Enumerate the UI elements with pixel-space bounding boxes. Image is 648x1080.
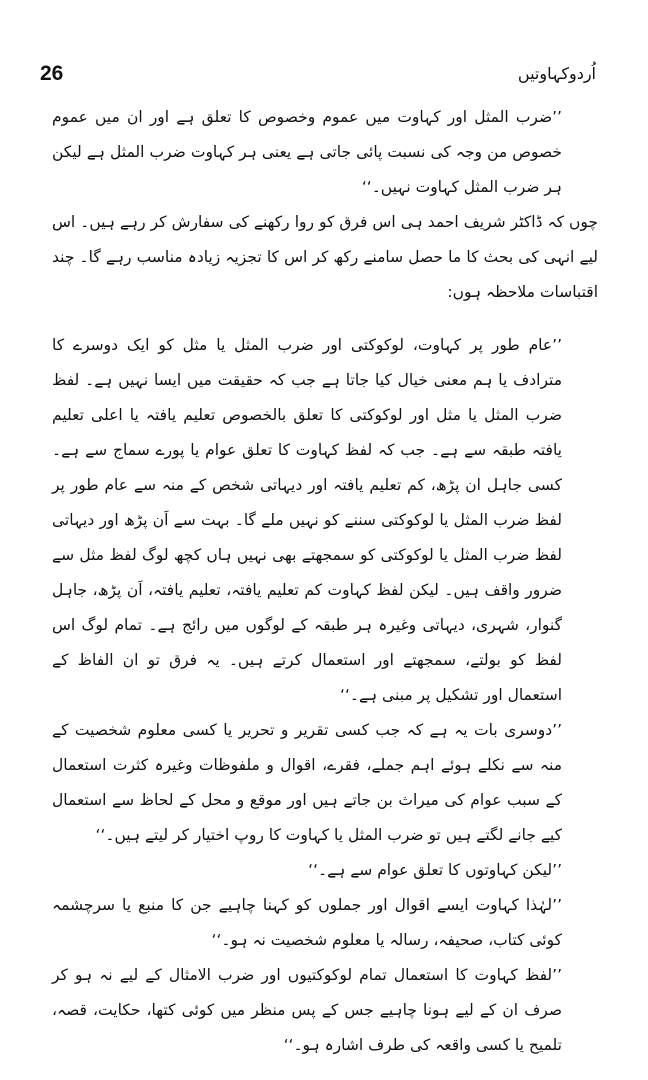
quote-paragraph-1: ’’ضرب المثل اور کہاوت میں عموم وخصوص کا تعلق ہے اور ان میں عموم خصوص من وجہ کی نسبت پائی جاتی ہے یعنی ہر کہاوت ضرب المثل ہے لیکن ہر ضرب المثل کہاوت نہیں۔‘‘ [52, 108, 562, 196]
page-number: 26 [40, 62, 64, 85]
running-title: اُردوکہاوتیں [517, 64, 596, 83]
quote-paragraph-4: ’’لیکن کہاوتوں کا تعلق عوام سے ہے۔‘‘ [308, 861, 562, 879]
paragraph-gap [52, 310, 598, 328]
body-text [52, 100, 598, 1063]
quote-paragraph-6: ’’لفظ کہاوت کا استعمال تمام لوکوکتیوں اور ضرب الامثال کے لیے نہ ہو کر صرف ان کے لیے ہونا چاہیے جس کے پس منظر میں کوئی کتھا، حکایت، قصہ، تلمیح یا کسی واقعہ کی طرف اشارہ ہو۔‘‘ [52, 966, 562, 1054]
quote-paragraph-3: ’’دوسری بات یہ ہے کہ جب کسی تقریر و تحریر یا کسی معلوم شخصیت کے منہ سے نکلے ہوئے اہم جملے، فقرے، اقوال و ملفوظات وغیرہ کثرت استعمال کے سبب عوام کی میراث بن جاتے ہیں اور موقع و محل کے لحاظ سے استعمال کیے جانے لگتے ہیں تو ضرب المثل یا کہاوت کا روپ اختیار کر لیتے ہیں۔‘‘ [52, 721, 562, 844]
quote-paragraph-5: ’’لہٰذا کہاوت ایسے اقوال اور جملوں کو کہنا چاہیے جن کا منبع یا سرچشمہ کوئی کتاب، صحیفہ، رسالہ یا معلوم شخصیت نہ ہو۔‘‘ [52, 896, 562, 949]
body-paragraph-1: چوں کہ ڈاکٹر شریف احمد ہی اس فرق کو روا رکھنے کی سفارش کر رہے ہیں۔ اس لیے انہی کی بحث کا ما حصل سامنے رکھ کر اس کا تجزیہ زیادہ مناسب رہے گا۔ چند اقتباسات ملاحظہ ہوں: [52, 213, 598, 301]
page-header [40, 62, 596, 94]
quote-paragraph-2: ’’عام طور پر کہاوت، لوکوکتی اور ضرب المثل یا مثل کو ایک دوسرے کا مترادف یا ہم معنی خیال کیا جاتا ہے جب کہ حقیقت میں ایسا نہیں ہے۔ لفظ ضرب المثل یا مثل اور لوکوکتی کا تعلق بالخصوص تعلیم یافتہ یا اعلی تعلیم یافتہ طبقہ سے ہے۔ جب کہ لفظ کہاوت کا تعلق عوام یا پورے سماج سے ہے۔ کسی جاہل ان پڑھ، کم تعلیم یافتہ اور دیہاتی شخص کے منہ سے عام طور پر لفظ ضرب المثل یا لوکوکتی سننے کو نہیں ملے گا۔ بہت سے اَن پڑھ اور دیہاتی لفظ ضرب المثل یا لوکوکتی کو سمجھتے بھی نہیں ہاں کچھ لوگ لفظ مثل سے ضرور واقف ہیں۔ لیکن لفظ کہاوت کم تعلیم یافتہ، تعلیم یافتہ، اَن پڑھ، جاہل گنوار، شہری، دیہاتی وغیرہ ہر طبقہ کے لوگوں میں رائج ہے۔ تمام لوگ اس لفظ کو بولتے، سمجھتے اور استعمال کرتے ہیں۔ یہ فرق تو ان الفاظ کے استعمال اور تشکیل پر مبنی ہے۔‘‘ [52, 336, 562, 704]
